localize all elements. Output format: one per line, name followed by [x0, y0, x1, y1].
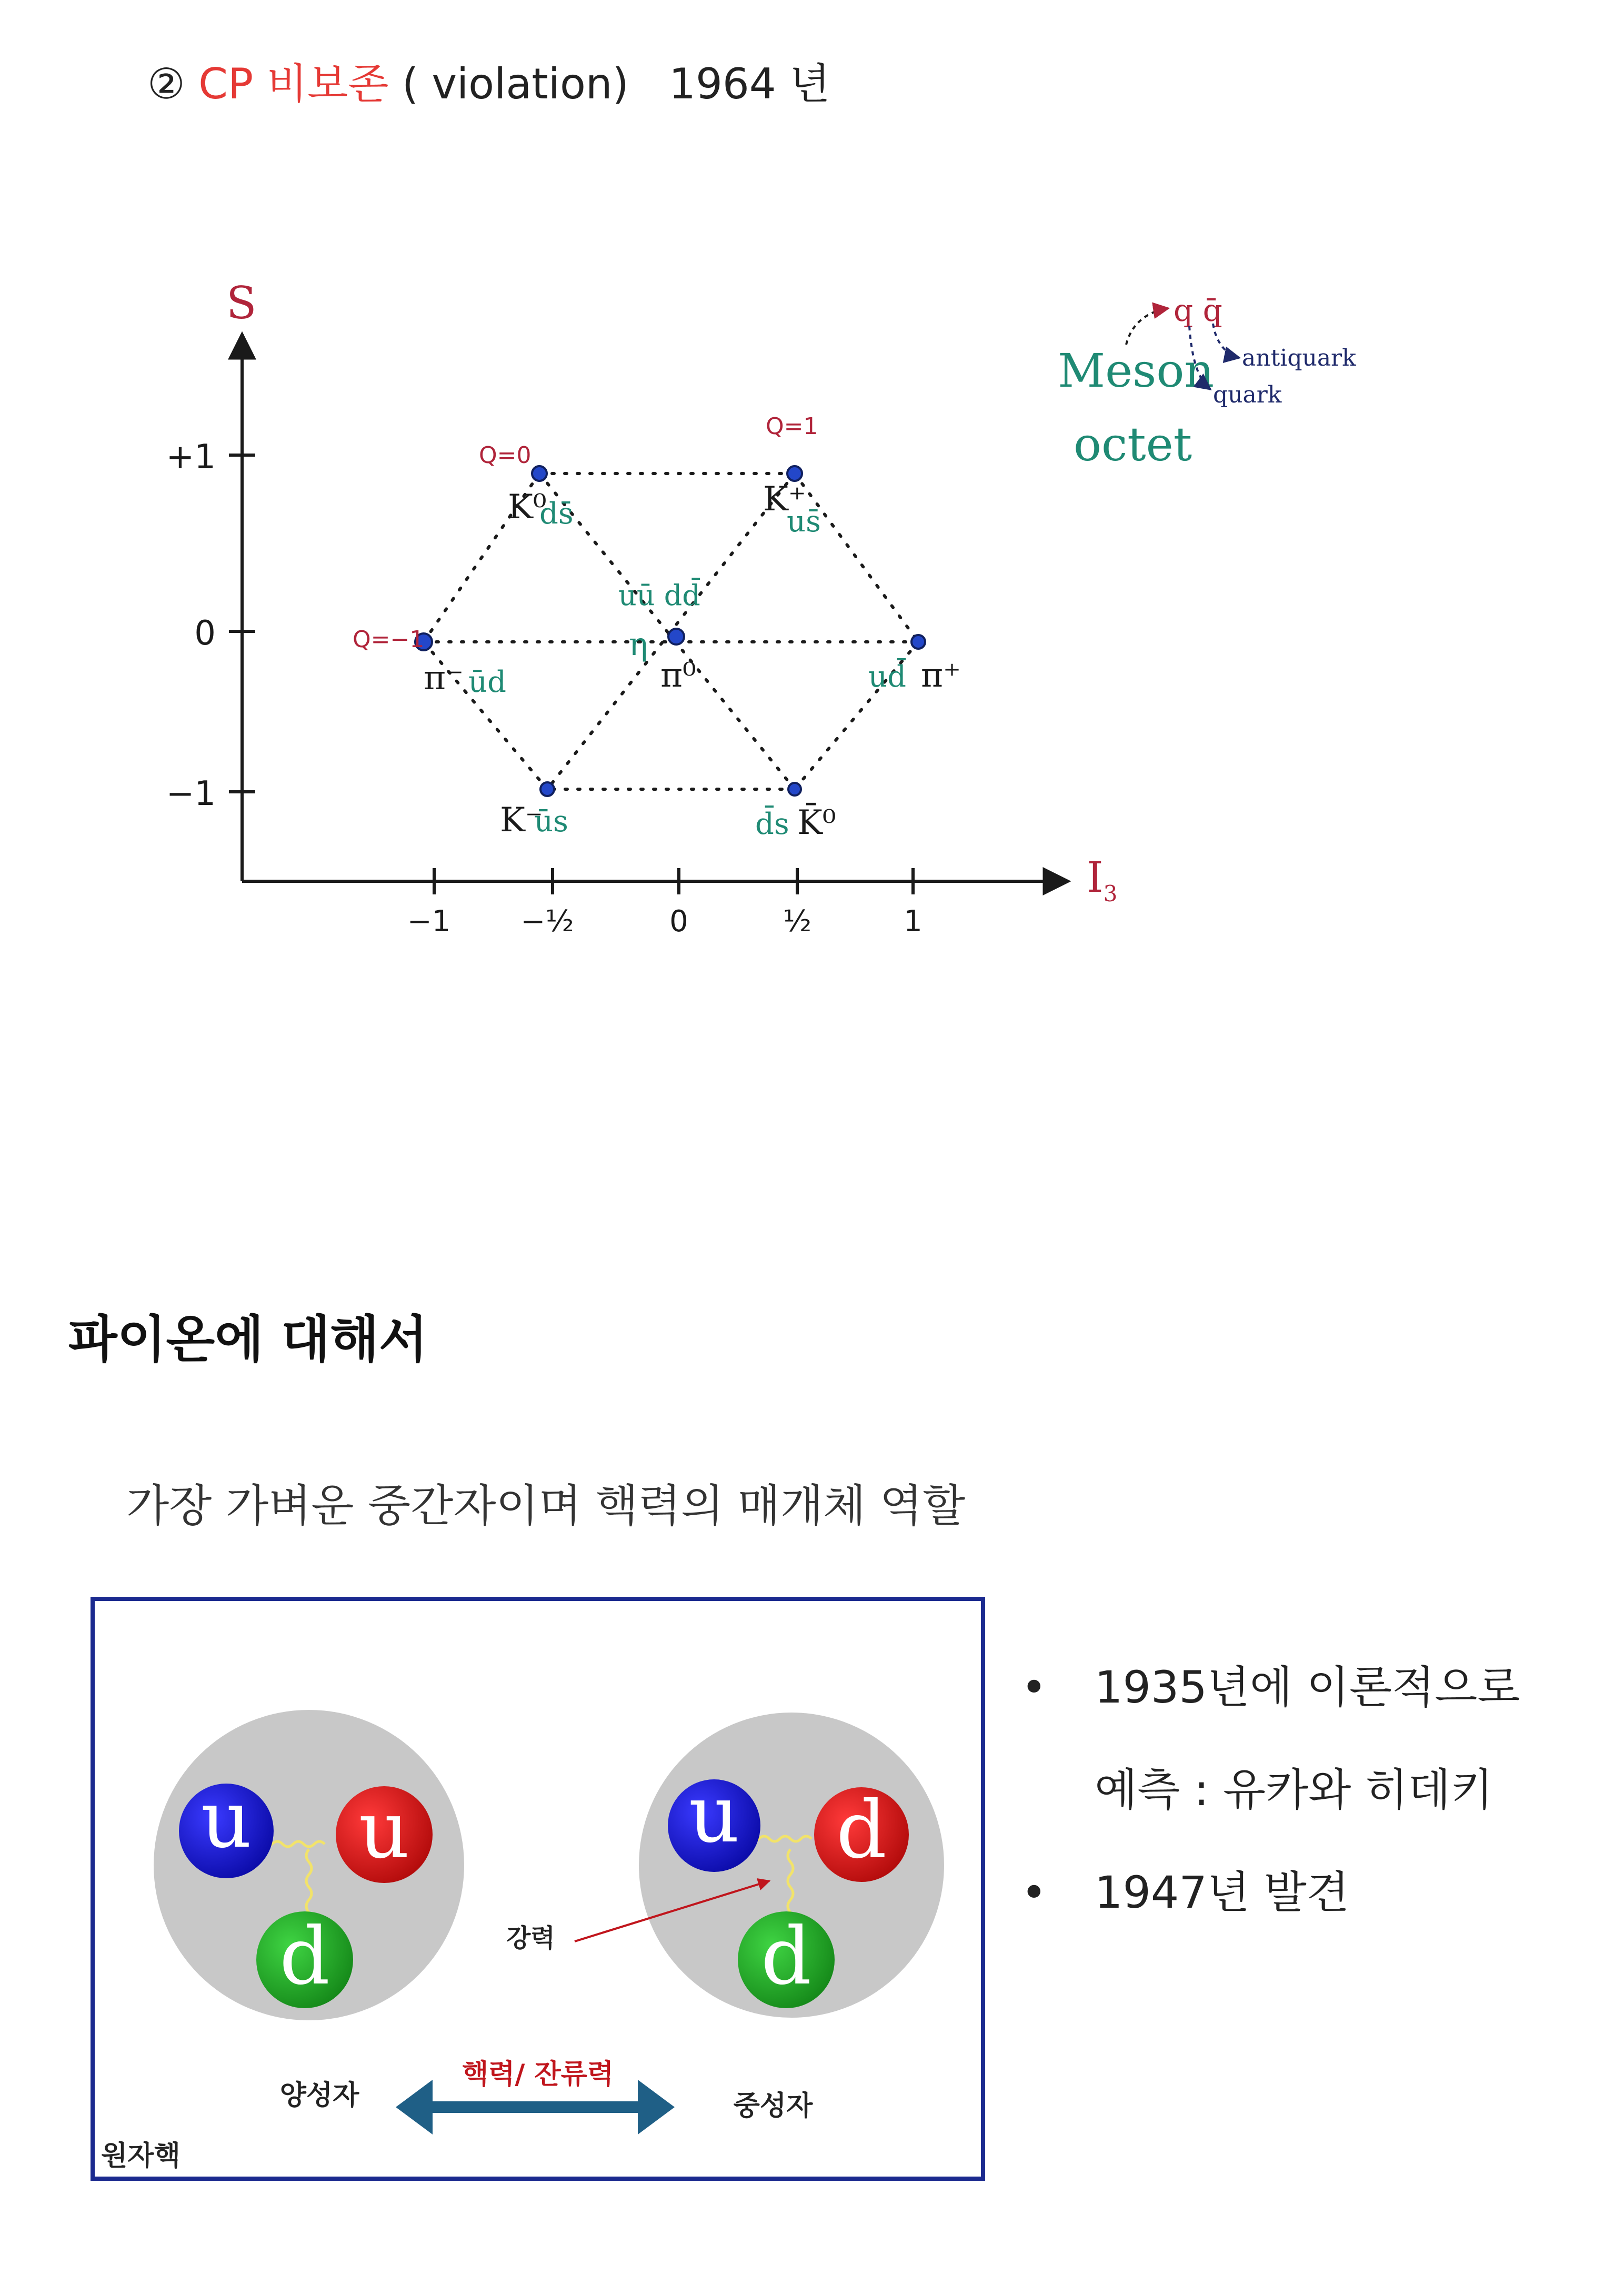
antiquark-word: antiquark [1242, 345, 1356, 371]
nuclear-force-label: 핵력/ 잔류력 [462, 2059, 614, 2090]
kminus-label: K⁻ [500, 801, 543, 840]
x-tick-zero: 0 [669, 904, 688, 939]
k0bar-quarks: d̄s [755, 807, 789, 841]
piplus-dot [911, 635, 925, 649]
piminus-label: π⁻ [424, 659, 464, 698]
center-quarks: uū dd̄ [618, 579, 700, 612]
eta-label: η [629, 626, 648, 663]
strong-force-label: 강력 [506, 1924, 555, 1953]
x-axis-label: $I_3$ [1087, 853, 1118, 907]
x-tick-half: ½ [783, 904, 812, 939]
nucleus-label: 원자핵 [101, 2140, 181, 2172]
neutron-quark-d2-label: d [760, 1911, 812, 2002]
charge-qminus1: Q=−1 [353, 626, 425, 653]
section-title: 파이온에 대해서 [68, 1310, 428, 1369]
bullet-continuation [1021, 1755, 1493, 1818]
kminus-quarks: ūs [534, 804, 568, 839]
bullet-item [1021, 1652, 1520, 1716]
qqbar-word: q q̄ [1174, 293, 1222, 328]
proton-quark-u2-label: u [358, 1785, 410, 1876]
proton-quark-d-label: d [279, 1911, 330, 2002]
y-tick-zero: 0 [194, 614, 216, 653]
meson-octet-annotation [1058, 293, 1356, 471]
neutron-label: 중성자 [733, 2090, 813, 2122]
x-tick-labels [407, 904, 923, 939]
k0-label: K⁰ [508, 488, 547, 527]
piplus-quarks: ud̄ [868, 660, 906, 694]
intro-text: 가장 가벼운 중간자이며 핵력의 매개체 역할 [126, 1480, 966, 1532]
proton-diagram [154, 1710, 464, 2020]
bullet-item [1021, 1857, 1349, 1921]
kplus-label: K⁺ [763, 480, 806, 519]
y-axis-label: S [226, 277, 257, 329]
quark-word: quark [1213, 381, 1282, 408]
meson-octet-diagram [142, 274, 1395, 968]
k0-dot [532, 466, 547, 481]
heading-rest: ( violation) 1964 년 [388, 59, 830, 108]
nucleus-figure [91, 1597, 985, 2181]
bullet-marker: • [1021, 1661, 1047, 1713]
axes [229, 334, 1068, 894]
y-tick-plus-one: +1 [166, 438, 216, 477]
neutron-diagram [639, 1713, 944, 2018]
antiquark-arrow [1213, 324, 1239, 358]
neutron-quark-u-label: u [688, 1769, 740, 1860]
charge-q1: Q=1 [766, 413, 818, 440]
heading-number: ② [147, 59, 185, 108]
kplus-dot [787, 466, 802, 481]
center-dot [668, 629, 684, 645]
x-tick-one: 1 [904, 904, 923, 939]
neutron-quark-d1-label: d [836, 1785, 887, 1876]
meson-word: Meson [1058, 344, 1214, 398]
kminus-dot [540, 782, 554, 796]
bullet-text: 1947년 발견 [1095, 1867, 1349, 1918]
bullet-text: 예측 : 유카와 히데키 [1095, 1764, 1493, 1816]
proton-label: 양성자 [279, 2080, 359, 2111]
meson-curved-arrow [1126, 308, 1168, 345]
x-tick-minus-one: −1 [407, 904, 451, 939]
charge-q0: Q=0 [479, 442, 532, 469]
octet-word: octet [1074, 417, 1192, 471]
piplus-label: π⁺ [921, 656, 961, 695]
k0-quarks: ds̄ [539, 497, 574, 531]
bullet-marker: • [1021, 1867, 1047, 1918]
kplus-quarks: us̄ [787, 505, 821, 539]
y-tick-labels [166, 438, 216, 813]
proton-quark-u1-label: u [201, 1774, 252, 1866]
cp-violation-heading [147, 50, 830, 110]
bullet-text: 1935년에 이론적으로 [1095, 1661, 1520, 1713]
k0bar-dot [788, 783, 801, 795]
piminus-quarks: ūd [468, 665, 506, 699]
pi0-label: π⁰ [660, 656, 696, 695]
octet-particle-dots [415, 466, 925, 796]
x-tick-minus-half: −½ [520, 904, 574, 939]
k0bar-label: K̄⁰ [797, 803, 836, 842]
y-tick-minus-one: −1 [166, 774, 216, 813]
heading-term: CP 비보존 [198, 59, 389, 108]
